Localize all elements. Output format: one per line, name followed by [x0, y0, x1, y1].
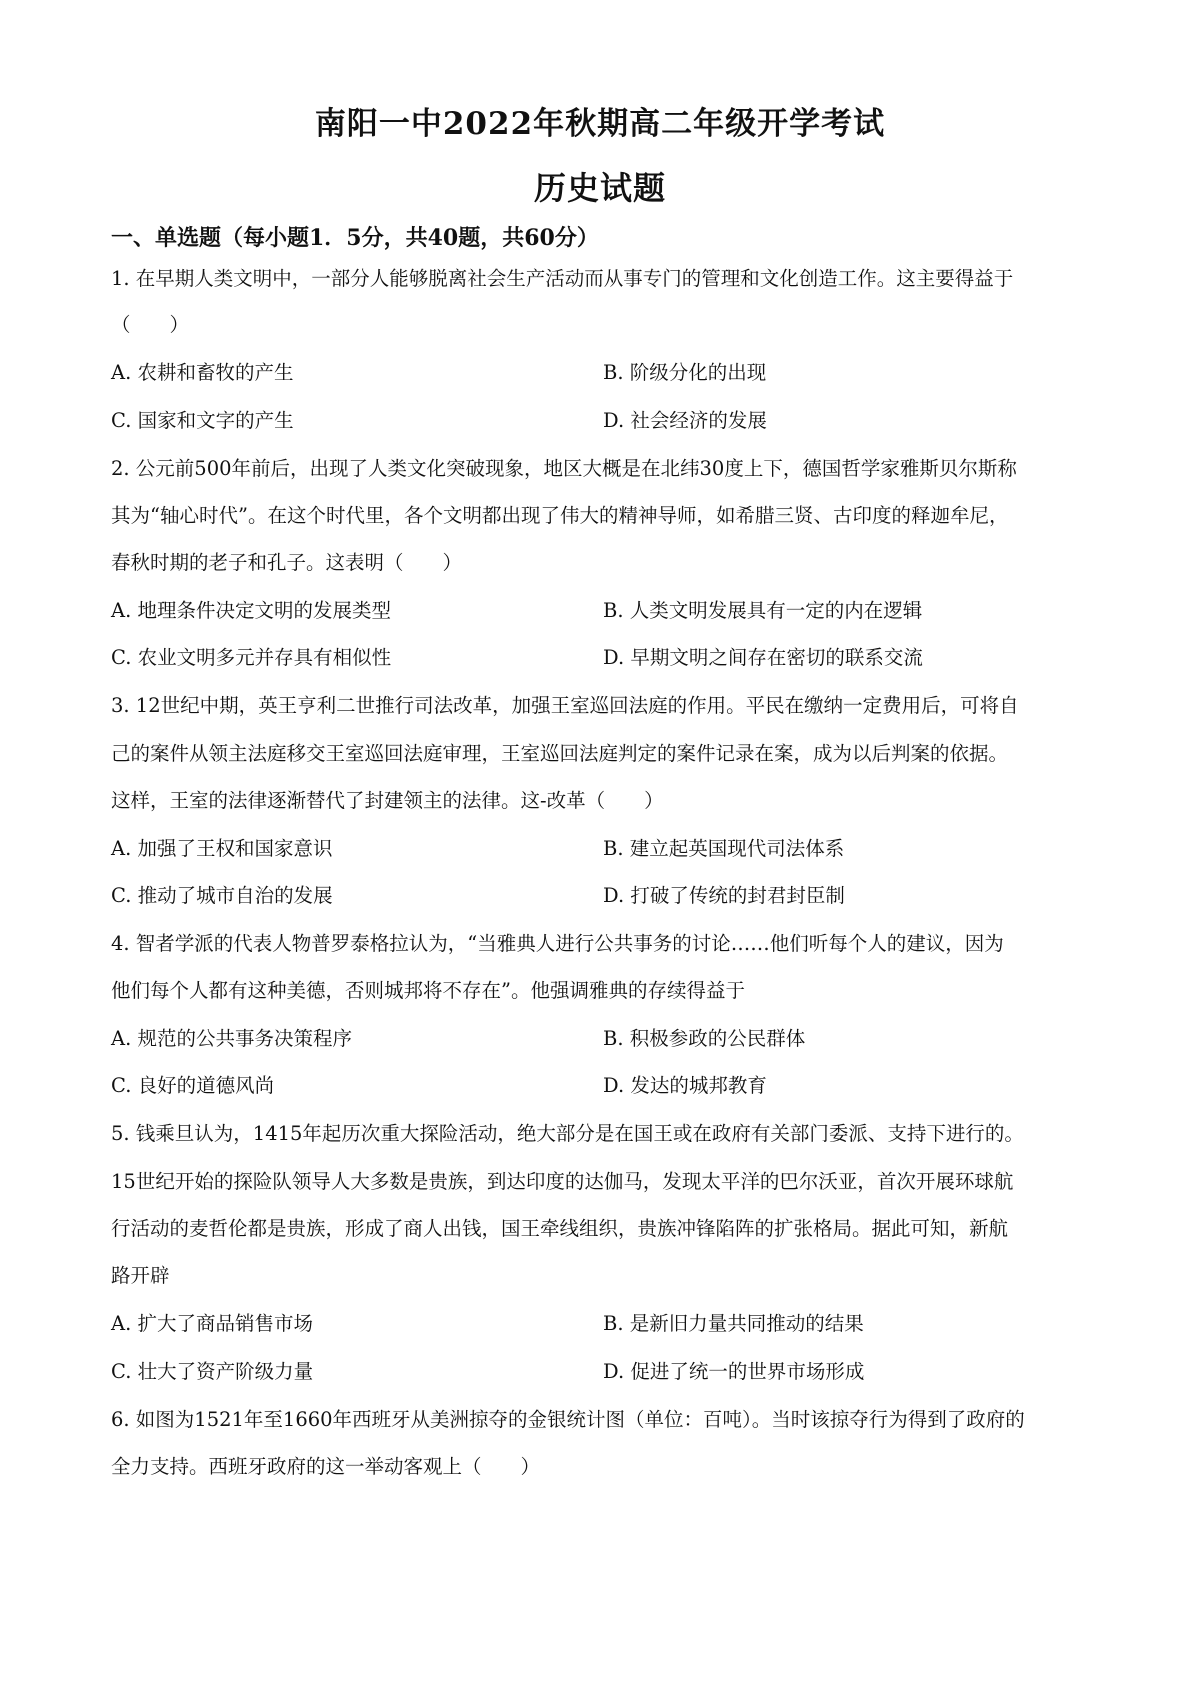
question-2-option-c: C. 农业文明多元并存具有相似性	[111, 646, 392, 669]
question-3-text: 这样，王室的法律逐渐替代了封建领主的法律。这-改革（ ）	[111, 789, 664, 812]
question-5-option-c: C. 壮大了资产阶级力量	[111, 1360, 314, 1383]
section-heading: 一、单选题（每小题1．5分，共40题，共60分）	[111, 225, 599, 251]
question-4-text: 4. 智者学派的代表人物普罗泰格拉认为，“当雅典人进行公共事务的讨论……他们听每个人的建议，因为	[111, 932, 1004, 955]
question-4-option-b: B. 积极参政的公民群体	[603, 1027, 806, 1050]
question-5-option-b: B. 是新旧力量共同推动的结果	[603, 1312, 864, 1335]
exam-subtitle: 历史试题	[533, 169, 666, 207]
question-1-option-b: B. 阶级分化的出现	[603, 361, 767, 384]
question-4-text: 他们每个人都有这种美德，否则城邦将不存在”。他强调雅典的存续得益于	[111, 979, 745, 1002]
question-1-option-c: C. 国家和文字的产生	[111, 409, 294, 432]
question-2-option-d: D. 早期文明之间存在密切的联系交流	[603, 646, 923, 669]
question-3-text: 己的案件从领主法庭移交王室巡回法庭审理，王室巡回法庭判定的案件记录在案，成为以后判案的依据。	[111, 742, 1009, 765]
question-5-text: 15世纪开始的探险队领导人大多数是贵族，到达印度的达伽马，发现太平洋的巴尔沃亚，首次开展环球航	[111, 1170, 1014, 1193]
question-4-option-a: A. 规范的公共事务决策程序	[111, 1027, 352, 1050]
question-3-option-a: A. 加强了王权和国家意识	[111, 837, 333, 860]
question-1-text: 1. 在早期人类文明中，一部分人能够脱离社会生产活动而从事专门的管理和文化创造工作。这主要得益于	[111, 267, 1014, 290]
question-1-option-a: A. 农耕和畜牧的产生	[111, 361, 294, 384]
question-3-option-b: B. 建立起英国现代司法体系	[603, 837, 845, 860]
question-2-text: 春秋时期的老子和孔子。这表明（ ）	[111, 551, 463, 574]
question-5-text: 行活动的麦哲伦都是贵族，形成了商人出钱，国王牵线组织，贵族冲锋陷阵的扩张格局。据此可知，新航	[111, 1217, 1009, 1240]
question-5-text: 路开辟	[111, 1264, 170, 1287]
question-3-text: 3. 12世纪中期，英王亨利二世推行司法改革，加强王室巡回法庭的作用。平民在缴纳一定费用后，可将自	[111, 694, 1019, 717]
question-2-text: 其为“轴心时代”。在这个时代里，各个文明都出现了伟大的精神导师，如希腊三贤、古印度的释迦牟尼，	[111, 504, 1009, 527]
question-2-option-b: B. 人类文明发展具有一定的内在逻辑	[603, 599, 923, 622]
question-6-text: 全力支持。西班牙政府的这一举动客观上（ ）	[111, 1455, 541, 1478]
question-3-option-c: C. 推动了城市自治的发展	[111, 884, 333, 907]
question-5-option-d: D. 促进了统一的世界市场形成	[603, 1360, 865, 1383]
question-3-option-d: D. 打破了传统的封君封臣制	[603, 884, 845, 907]
question-4-option-c: C. 良好的道德风尚	[111, 1074, 275, 1097]
question-6-text: 6. 如图为1521年至1660年西班牙从美洲掠夺的金银统计图（单位：百吨）。当时该掠夺行为得到了政府的	[111, 1408, 1025, 1431]
question-4-option-d: D. 发达的城邦教育	[603, 1074, 767, 1097]
exam-title: 南阳一中2022年秋期高二年级开学考试	[314, 106, 886, 142]
question-2-option-a: A. 地理条件决定文明的发展类型	[111, 599, 391, 622]
question-5-option-a: A. 扩大了商品销售市场	[111, 1312, 313, 1335]
question-2-text: 2. 公元前500年前后，出现了人类文化突破现象，地区大概是在北纬30度上下，德国哲学家雅斯贝尔斯称	[111, 457, 1017, 480]
question-5-text: 5. 钱乘旦认为，1415年起历次重大探险活动，绝大部分是在国王或在政府有关部门委派、支持下进行的。	[111, 1122, 1024, 1145]
question-1-option-d: D. 社会经济的发展	[603, 409, 767, 432]
question-1-text: （ ）	[111, 313, 190, 336]
